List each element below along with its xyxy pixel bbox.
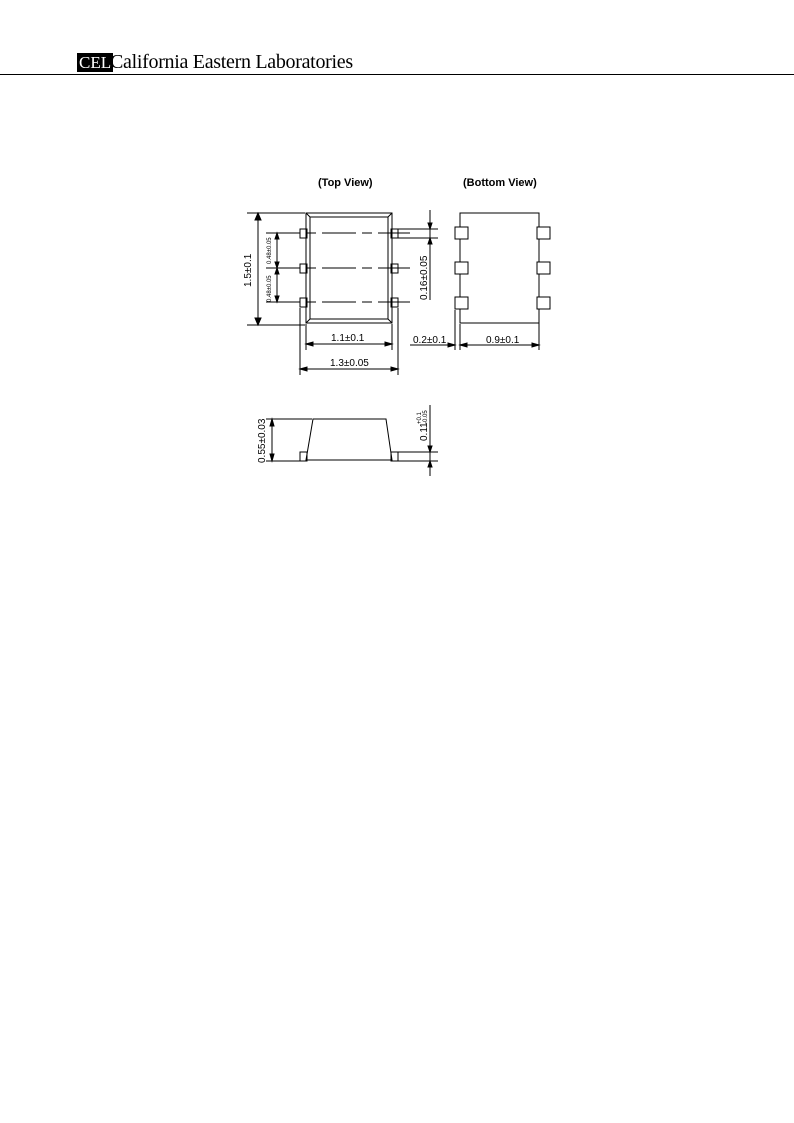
dim-overall-width: 1.3±0.05 <box>330 358 369 369</box>
dim-pitch-lower: 0.48±0.05 <box>267 275 273 302</box>
side-view-body <box>306 419 392 460</box>
bottom-view-pad <box>455 227 468 239</box>
bottom-view <box>410 213 550 350</box>
bottom-view-pad <box>455 297 468 309</box>
top-view <box>247 210 438 375</box>
dim-lead-offset: 0.2±0.1 <box>413 335 447 346</box>
dim-lead-thickness <box>417 410 430 441</box>
dim-package-height: 0.55±0.03 <box>257 418 268 463</box>
bottom-view-body <box>460 213 539 323</box>
dim-lead-thickness-tol-minus: -0.05 <box>423 410 429 424</box>
dim-pitch-upper: 0.48±0.05 <box>267 237 273 264</box>
dim-lead-thickness-tol-plus: +0.1 <box>417 412 423 424</box>
cel-logo: CEL <box>79 53 112 72</box>
bottom-view-pad <box>455 262 468 274</box>
dim-lead-width: 0.16±0.05 <box>419 255 430 300</box>
side-view <box>266 405 438 476</box>
company-name: California Eastern Laboratories <box>110 51 353 73</box>
dim-height-total: 1.5±0.1 <box>243 253 254 287</box>
dim-lead-thickness-value: 0.11 <box>419 422 430 441</box>
bottom-view-pad <box>537 297 550 309</box>
top-view-title: (Top View) <box>318 177 373 189</box>
dim-body-width: 1.1±0.1 <box>331 333 365 344</box>
bottom-view-title: (Bottom View) <box>463 177 537 189</box>
bottom-view-pad <box>537 227 550 239</box>
bottom-view-pad <box>537 262 550 274</box>
dim-pad-span: 0.9±0.1 <box>486 335 520 346</box>
